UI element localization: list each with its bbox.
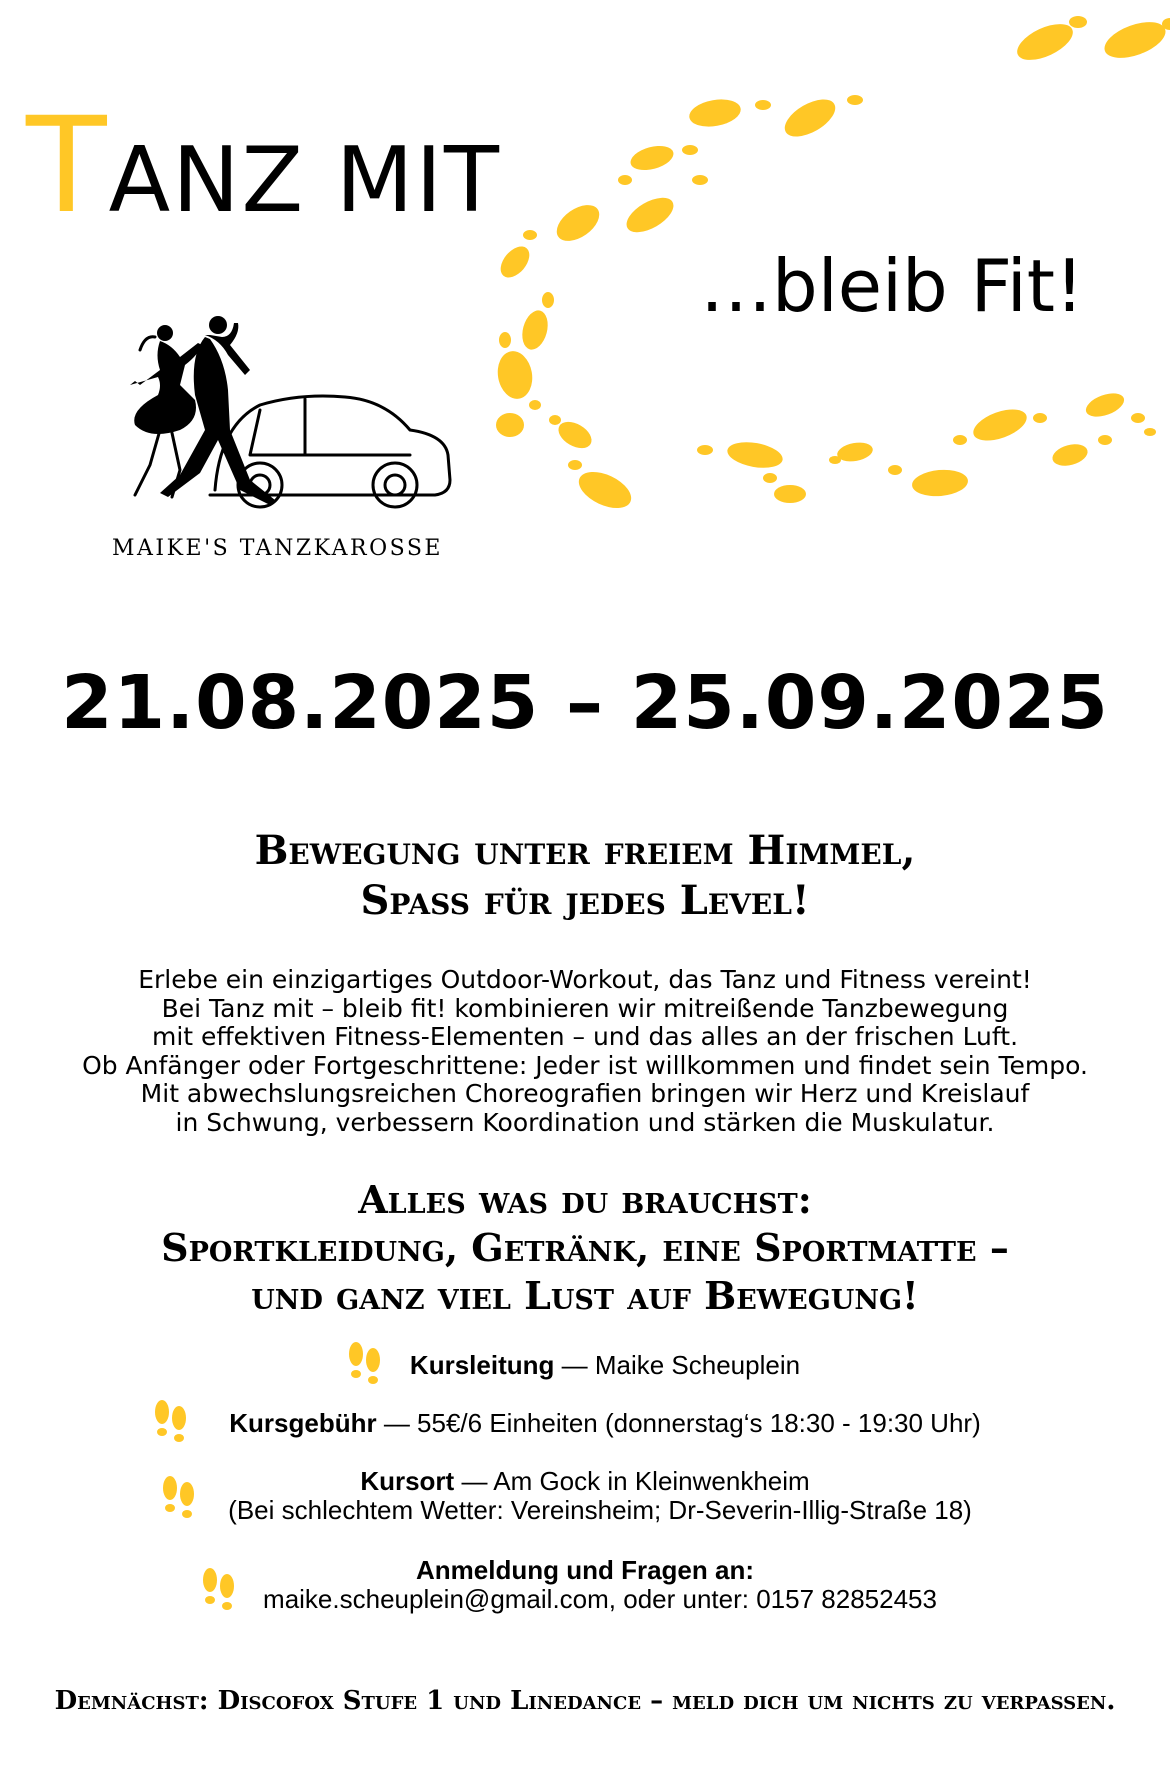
leader-value: — Maike Scheuplein [554,1350,801,1380]
description-line: Mit abwechslungsreichen Choreografien bringen wir Herz und Kreislauf [140,1079,1030,1108]
place-value: — Am Gock in Kleinwenkheim [454,1466,810,1496]
info-fee [0,1409,1170,1438]
headline [0,826,1170,926]
contact-value: maike.scheuplein@gmail.com, oder unter: 0157 82852453 [263,1584,937,1614]
poster-title [26,89,501,243]
description-line: mit effektiven Fitness-Elementen – und das alles an der frischen Luft. [151,1022,1019,1051]
place-label: Kursort [360,1466,455,1496]
needs-line: und ganz viel Lust auf Bewegung! [251,1273,919,1318]
description-line: Bei Tanz mit – bleib fit! kombinieren wir mitreißende Tanzbewegung [161,993,1009,1023]
fee-label: Kursgebühr [229,1408,377,1438]
course-dates: 21.08.2025 – 25.09.2025 [61,660,1109,746]
needs-line: Sportkleidung, Getränk, eine Sportmatte – [161,1225,1009,1270]
place-note: (Bei schlechtem Wetter: Vereinsheim; Dr-Severin-Illig-Straße 18) [228,1495,972,1525]
headline-line: Spass für jedes Level! [360,877,810,924]
poster-subtitle: …bleib Fit! [700,244,1084,328]
leader-label: Kursleitung [409,1350,555,1380]
fee-value: — 55€/6 Einheiten (donnerstag‘s 18:30 - 19:30 Uhr) [376,1408,981,1438]
info-place [0,1467,1170,1525]
info-contact [0,1556,1170,1614]
description-line: Erlebe ein einzigartiges Outdoor-Workout, das Tanz und Fitness vereint! [138,965,1032,994]
headline-line: Bewegung unter freiem Himmel, [254,827,916,874]
description-line: in Schwung, verbessern Koordination und stärken die Muskulatur. [175,1107,995,1137]
description [0,966,1170,1137]
needs-heading [0,1176,1170,1320]
title-rest: ANZ MIT [108,128,501,233]
description-line: Ob Anfänger oder Fortgeschrittene: Jeder ist willkommen und findet sein Tempo. [82,1050,1088,1080]
contact-label: Anmeldung und Fragen an: [416,1555,754,1585]
footer-announcement: Demnächst: Discofox Stufe 1 und Linedance – meld dich um nichts zu verpassen. [54,1686,1116,1716]
info-leader [0,1351,1170,1380]
needs-line: Alles was du brauchst: [358,1177,812,1222]
dancing-couple-icon [110,315,470,565]
logo-wordmark: MAIKE'S TANZKAROSSE [112,536,443,561]
title-first-letter: T [26,89,109,243]
